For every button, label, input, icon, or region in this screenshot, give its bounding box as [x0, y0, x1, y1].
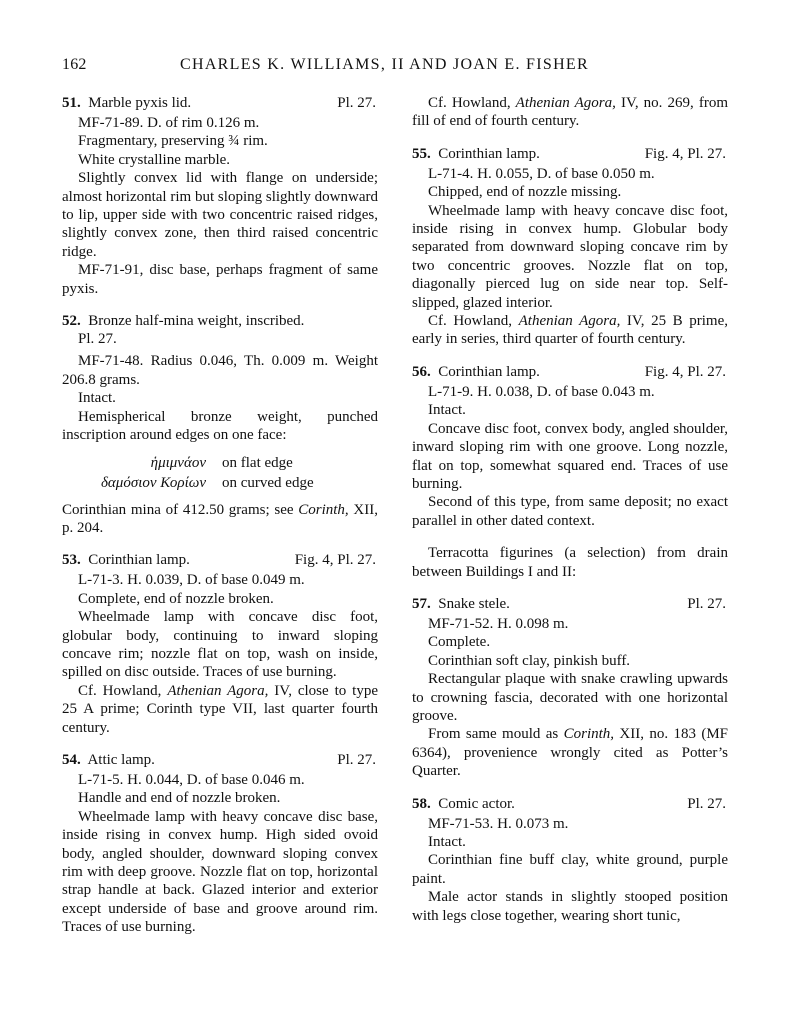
inventory-line: L-71-3. H. 0.039, D. of base 0.049 m.	[78, 572, 305, 589]
comparanda-paragraph	[412, 94, 728, 131]
plate-reference: Fig. 4, Pl. 27.	[294, 552, 376, 569]
reference-text: Cf. Howland,	[428, 95, 516, 111]
continued-entry	[412, 94, 728, 131]
entry-title: Comic actor.	[438, 795, 515, 812]
page-number: 162	[62, 56, 87, 73]
entry-heading	[412, 795, 728, 815]
entry-title: Bronze half-mina weight, inscribed.	[88, 313, 305, 330]
entry-title: Attic lamp.	[87, 751, 155, 768]
note-paragraph: Second of this type, from same deposit; no exact parallel in other dated context.	[412, 494, 728, 529]
reference-paragraph	[412, 725, 728, 780]
plate-reference: Fig. 4, Pl. 27.	[644, 363, 726, 380]
description-paragraph: Concave disc foot, convex body, angled shoulder, inward sloping rim with one groove. Long nozzle, flat on top, somewhat squared end. Traces of use burning.	[412, 420, 728, 492]
entry-heading	[412, 363, 728, 383]
inventory-line: L-71-9. H. 0.038, D. of base 0.043 m.	[428, 383, 655, 400]
inscription-location: on curved edge	[222, 474, 314, 491]
reference-text: XII, p. 204.	[62, 501, 378, 536]
inscription-location: on flat edge	[222, 454, 293, 471]
inventory-line: L-71-5. H. 0.044, D. of base 0.046 m.	[78, 771, 305, 788]
catalog-entry-54	[62, 751, 378, 937]
catalog-entry-51	[62, 94, 378, 298]
inventory-line: MF-71-89. D. of rim 0.126 m.	[78, 115, 260, 131]
plate-reference: Pl. 27.	[78, 331, 117, 348]
entry-heading	[62, 751, 378, 771]
reference-text: IV, 25 B prime, early in series, third quarter of fourth century.	[412, 313, 728, 348]
plate-reference: Fig. 4, Pl. 27.	[644, 145, 726, 162]
material-line: Corinthian soft clay, pinkish buff.	[428, 652, 631, 669]
description-paragraph: Rectangular plaque with snake crawling upwards to crowning fascia, decorated with one horizontal groove.	[412, 671, 728, 724]
description-paragraph: Slightly convex lid with flange on underside; almost horizontal rim but sloping slightly downward to lip, upper side with two concentric raised ridges, slightly convex zone, then third raised concentric ridge.	[62, 170, 378, 260]
reference-title: Athenian Agora,	[518, 313, 621, 330]
note-paragraph: MF-71-91, disc base, perhaps fragment of same pyxis.	[62, 262, 378, 297]
description-paragraph: Male actor stands in slightly stooped position with legs close together, wearing short tunic,	[412, 889, 728, 924]
inscription-line-2	[62, 473, 378, 493]
material-line: White crystalline marble.	[78, 151, 231, 168]
comparanda-paragraph	[62, 682, 378, 737]
inventory-line: MF-71-53. H. 0.073 m.	[428, 815, 569, 832]
greek-inscription: δαμόσιον Κορίων	[100, 474, 206, 491]
condition-line: Fragmentary, preserving ¾ rim.	[78, 133, 268, 150]
right-column	[412, 94, 728, 939]
page-header	[62, 56, 732, 80]
plate-reference: Pl. 27.	[687, 795, 726, 812]
reference-title: Corinth,	[298, 501, 349, 518]
entry-heading	[412, 145, 728, 165]
entry-heading	[62, 312, 378, 332]
plate-reference: Pl. 27.	[337, 95, 376, 111]
inventory-line: MF-71-48. Radius 0.046, Th. 0.009 m. Weight 206.8 grams.	[62, 353, 378, 388]
entry-title: Snake stele.	[438, 595, 510, 612]
entry-number: 53.	[62, 552, 81, 569]
reference-text: Cf. Howland,	[78, 682, 168, 699]
description-paragraph: Hemispherical bronze weight, punched inscription around edges on one face:	[62, 408, 378, 444]
entry-heading	[62, 94, 378, 114]
condition-line: Chipped, end of nozzle missing.	[428, 184, 622, 201]
condition-line: Intact.	[428, 834, 466, 850]
entry-number: 57.	[412, 595, 431, 612]
catalog-entry-52	[62, 312, 378, 537]
section-intro: Terracotta figurines (a selection) from drain between Buildings I and II:	[412, 545, 728, 580]
reference-text: From same mould as	[428, 726, 564, 743]
reference-text: Corinthian mina of 412.50 grams; see	[62, 501, 299, 518]
entry-title: Marble pyxis lid.	[88, 95, 192, 111]
entry-number: 55.	[412, 145, 431, 162]
catalog-entry-57	[412, 595, 728, 781]
reference-paragraph	[62, 501, 378, 538]
plate-reference: Pl. 27.	[687, 595, 726, 612]
condition-line: Intact.	[78, 390, 116, 407]
condition-line: Complete, end of nozzle broken.	[78, 590, 274, 607]
running-title: CHARLES K. WILLIAMS, II AND JOAN E. FISHER	[180, 56, 589, 73]
catalog-entry-53	[62, 551, 378, 737]
reference-text: XII, no. 183 (MF 6364), provenience wrongly cited as Potter’s Quarter.	[412, 726, 728, 780]
description-paragraph: Wheelmade lamp with concave disc foot, globular body, continuing to inward sloping concave rim; nozzle flat on top, wash on inside, spilled on disc outside. Traces of use burning.	[62, 609, 378, 681]
inscription-line-1	[62, 453, 378, 473]
reference-text: IV, close to type 25 A prime; Corinth type VII, last quarter fourth century.	[62, 682, 378, 736]
condition-line: Complete.	[428, 634, 491, 651]
entry-heading	[412, 595, 728, 615]
plate-reference: Pl. 27.	[337, 751, 376, 768]
entry-number: 54.	[62, 751, 81, 768]
reference-title: Corinth,	[563, 726, 615, 743]
entry-number: 51.	[62, 95, 81, 111]
catalog-entry-58	[412, 795, 728, 925]
reference-text: Cf. Howland,	[428, 313, 519, 330]
entry-title: Corinthian lamp.	[438, 145, 540, 162]
material-line: Corinthian fine buff clay, white ground, purple paint.	[412, 852, 728, 887]
description-paragraph: Wheelmade lamp with heavy concave disc foot, inside rising in convex hump. Globular body separated from downward sloping concave rim by two concentric grooves. Nozzle flat on top, diagonally pierced lug on side near top. Self-slipped, glazed interior.	[412, 202, 728, 311]
left-column	[62, 94, 378, 951]
entry-number: 56.	[412, 363, 431, 380]
catalog-entry-56	[412, 363, 728, 530]
entry-number: 58.	[412, 795, 431, 812]
entry-title: Corinthian lamp.	[438, 363, 540, 380]
entry-heading	[62, 551, 378, 571]
entry-number: 52.	[62, 313, 81, 330]
reference-text: IV, no. 269, from fill of end of fourth century.	[412, 95, 728, 130]
inventory-line: L-71-4. H. 0.055, D. of base 0.050 m.	[428, 165, 655, 182]
condition-line: Handle and end of nozzle broken.	[78, 790, 281, 807]
greek-inscription: ἡμιμνάον	[150, 454, 206, 471]
condition-line: Intact.	[428, 402, 466, 419]
comparanda-paragraph	[412, 312, 728, 349]
inventory-line: MF-71-52. H. 0.098 m.	[428, 615, 569, 632]
description-paragraph: Wheelmade lamp with heavy concave disc base, inside rising in convex hump. High sided ovoid body, angled shoulder, downward sloping convex rim with deep groove. Nozzle flat on top, horizontal strap handle at back. Glazed interior and exterior except underside of base and groove around rim. Traces of use burning.	[62, 808, 378, 936]
reference-title: Athenian Agora,	[167, 682, 269, 699]
catalog-entry-55	[412, 145, 728, 349]
entry-title: Corinthian lamp.	[88, 552, 190, 569]
reference-title: Athenian Agora,	[515, 95, 616, 111]
